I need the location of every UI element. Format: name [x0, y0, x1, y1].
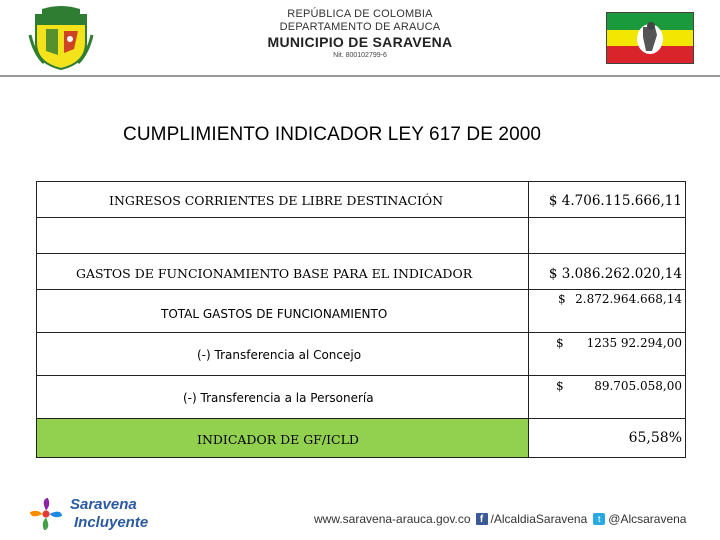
facebook-icon: f	[476, 513, 488, 525]
ingresos-label-cell	[36, 181, 529, 218]
ingresos-value: $ 4.706.115.666,11	[548, 193, 682, 209]
header-text-block	[230, 8, 490, 61]
twitter-icon: t	[593, 513, 605, 525]
footer-twitter[interactable]: @Alcsaravena	[608, 512, 687, 526]
indicador-value: 65,58%	[628, 430, 682, 446]
gastos-base-label-cell	[36, 253, 529, 290]
municipal-shield-icon	[28, 5, 94, 71]
page-title: CUMPLIMIENTO INDICADOR LEY 617 DE 2000	[123, 124, 542, 145]
footer-facebook[interactable]: /AlcaldiaSaravena	[490, 512, 588, 526]
ingresos-label: INGRESOS CORRIENTES DE LIBRE DESTINACIÓN	[109, 193, 444, 208]
header-department: DEPARTAMENTO DE ARAUCA	[279, 21, 441, 33]
footer-contact	[314, 509, 686, 529]
concejo-label-cell	[36, 332, 529, 376]
pinwheel-icon	[28, 496, 64, 532]
personeria-value-cell	[528, 375, 686, 419]
logo-line-saravena: Saravena	[70, 496, 137, 513]
total-gastos-value: 2.872.964.668,14	[575, 292, 682, 306]
indicador-label-cell	[36, 418, 529, 458]
gastos-base-value: $ 3.086.262.020,14	[548, 266, 682, 282]
municipal-flag	[606, 12, 694, 64]
concejo-currency: $	[556, 336, 564, 350]
ingresos-value-cell	[528, 181, 686, 218]
total-gastos-value-cell	[528, 289, 686, 333]
spacer-value-cell	[528, 217, 686, 254]
personeria-label-cell	[36, 375, 529, 419]
personeria-value: 89.705.058,00	[594, 379, 682, 393]
indicador-label: INDICADOR DE GF/ICLD	[197, 432, 359, 447]
header-municipality: MUNICIPIO DE SARAVENA	[267, 34, 453, 50]
page-header	[0, 0, 720, 76]
total-gastos-label-cell	[36, 289, 529, 333]
concejo-value-cell	[528, 332, 686, 376]
personeria-label: (-) Transferencia a la Personería	[183, 391, 374, 405]
concejo-label: (-) Transferencia al Concejo	[197, 348, 362, 362]
header-nit: Nit. 800102799-6	[333, 52, 387, 59]
concejo-value: 1235 92.294,00	[586, 336, 682, 350]
logo-line-incluyente: Incluyente	[74, 514, 149, 531]
header-republic: REPÚBLICA DE COLOMBIA	[287, 8, 433, 20]
gastos-base-value-cell	[528, 253, 686, 290]
indicator-table	[36, 181, 686, 458]
footer-website[interactable]: www.saravena-arauca.gov.co	[314, 512, 471, 526]
personeria-currency: $	[556, 379, 564, 393]
spacer-label-cell	[36, 217, 529, 254]
indicador-value-cell	[528, 418, 686, 458]
saravena-incluyente-logo	[28, 492, 168, 536]
header-divider	[0, 75, 720, 77]
gastos-base-label: GASTOS DE FUNCIONAMIENTO BASE PARA EL INDICADOR	[76, 266, 473, 281]
total-gastos-label: TOTAL GASTOS DE FUNCIONAMIENTO	[161, 307, 388, 321]
total-gastos-currency: $	[558, 292, 566, 306]
flag-emblem-icon	[607, 13, 693, 63]
